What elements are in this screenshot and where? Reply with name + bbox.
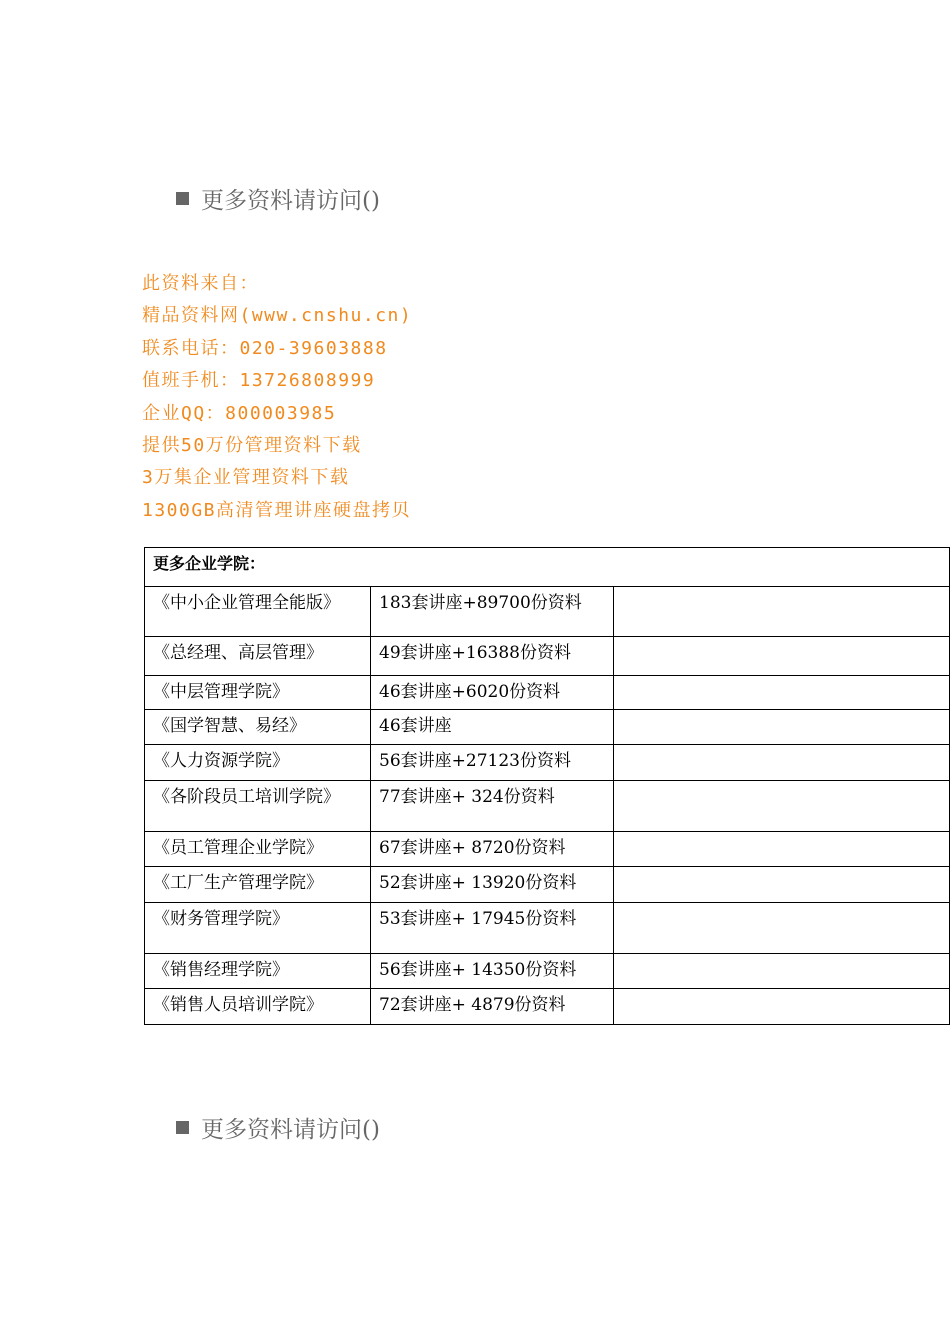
academy-name: 《财务管理学院》 <box>145 903 371 954</box>
academy-name: 《各阶段员工培训学院》 <box>145 781 371 832</box>
academy-extra <box>614 745 950 781</box>
table-row <box>145 637 950 676</box>
source-line-offer: 提供50万份管理资料下载 <box>142 434 362 456</box>
source-line-qq: 企业QQ：800003985 <box>142 402 337 424</box>
table-row <box>145 781 950 832</box>
table-header-row <box>145 548 950 587</box>
source-line-mobile: 值班手机：13726808999 <box>142 370 376 392</box>
academy-extra <box>614 781 950 832</box>
visit-link-bottom[interactable] <box>176 1115 380 1145</box>
source-line-offer: 3万集企业管理资料下载 <box>142 467 350 489</box>
table-row <box>145 745 950 781</box>
source-line: 此资料来自： <box>142 273 259 294</box>
academy-content: 67套讲座+ 8720份资料 <box>371 832 614 867</box>
academy-extra <box>614 867 950 903</box>
source-line-website[interactable]: 精品资料网(www.cnshu.cn) <box>142 305 413 327</box>
academy-name: 《销售人员培训学院》 <box>145 989 371 1025</box>
academy-content: 77套讲座+ 324份资料 <box>371 781 614 832</box>
academy-extra <box>614 989 950 1025</box>
source-line-phone: 联系电话：020-39603888 <box>142 337 388 359</box>
academy-extra <box>614 637 950 676</box>
table-row <box>145 954 950 989</box>
visit-text: 更多资料请访问() <box>201 1117 380 1143</box>
square-bullet-icon <box>176 1121 189 1134</box>
academy-content: 56套讲座+ 14350份资料 <box>371 954 614 989</box>
academy-name: 《工厂生产管理学院》 <box>145 867 371 903</box>
academy-content: 49套讲座+16388份资料 <box>371 637 614 676</box>
academy-extra <box>614 676 950 710</box>
academy-extra <box>614 710 950 745</box>
square-bullet-icon <box>176 192 189 205</box>
academy-content: 52套讲座+ 13920份资料 <box>371 867 614 903</box>
academy-name: 《人力资源学院》 <box>145 745 371 781</box>
table-row <box>145 587 950 637</box>
academy-content: 56套讲座+27123份资料 <box>371 745 614 781</box>
academy-extra <box>614 832 950 867</box>
table-row <box>145 832 950 867</box>
academy-name: 《销售经理学院》 <box>145 954 371 989</box>
academy-name: 《中层管理学院》 <box>145 676 371 710</box>
academy-table <box>144 547 950 1025</box>
visit-link-top[interactable] <box>176 186 380 216</box>
academy-name: 《国学智慧、易经》 <box>145 710 371 745</box>
table-row <box>145 710 950 745</box>
academy-extra <box>614 903 950 954</box>
academy-content: 72套讲座+ 4879份资料 <box>371 989 614 1025</box>
academy-content: 46套讲座+6020份资料 <box>371 676 614 710</box>
academy-content: 46套讲座 <box>371 710 614 745</box>
academy-name: 《员工管理企业学院》 <box>145 832 371 867</box>
source-line-offer: 1300GB高清管理讲座硬盘拷贝 <box>142 499 412 521</box>
academy-name: 《总经理、高层管理》 <box>145 637 371 676</box>
table-row <box>145 989 950 1025</box>
academy-name: 《中小企业管理全能版》 <box>145 587 371 637</box>
table-header: 更多企业学院： <box>145 548 950 587</box>
source-info-block <box>142 268 412 527</box>
table-row <box>145 867 950 903</box>
visit-text: 更多资料请访问() <box>201 188 380 214</box>
academy-extra <box>614 587 950 637</box>
table-row <box>145 676 950 710</box>
academy-content: 53套讲座+ 17945份资料 <box>371 903 614 954</box>
academy-content: 183套讲座+89700份资料 <box>371 587 614 637</box>
academy-extra <box>614 954 950 989</box>
table-row <box>145 903 950 954</box>
